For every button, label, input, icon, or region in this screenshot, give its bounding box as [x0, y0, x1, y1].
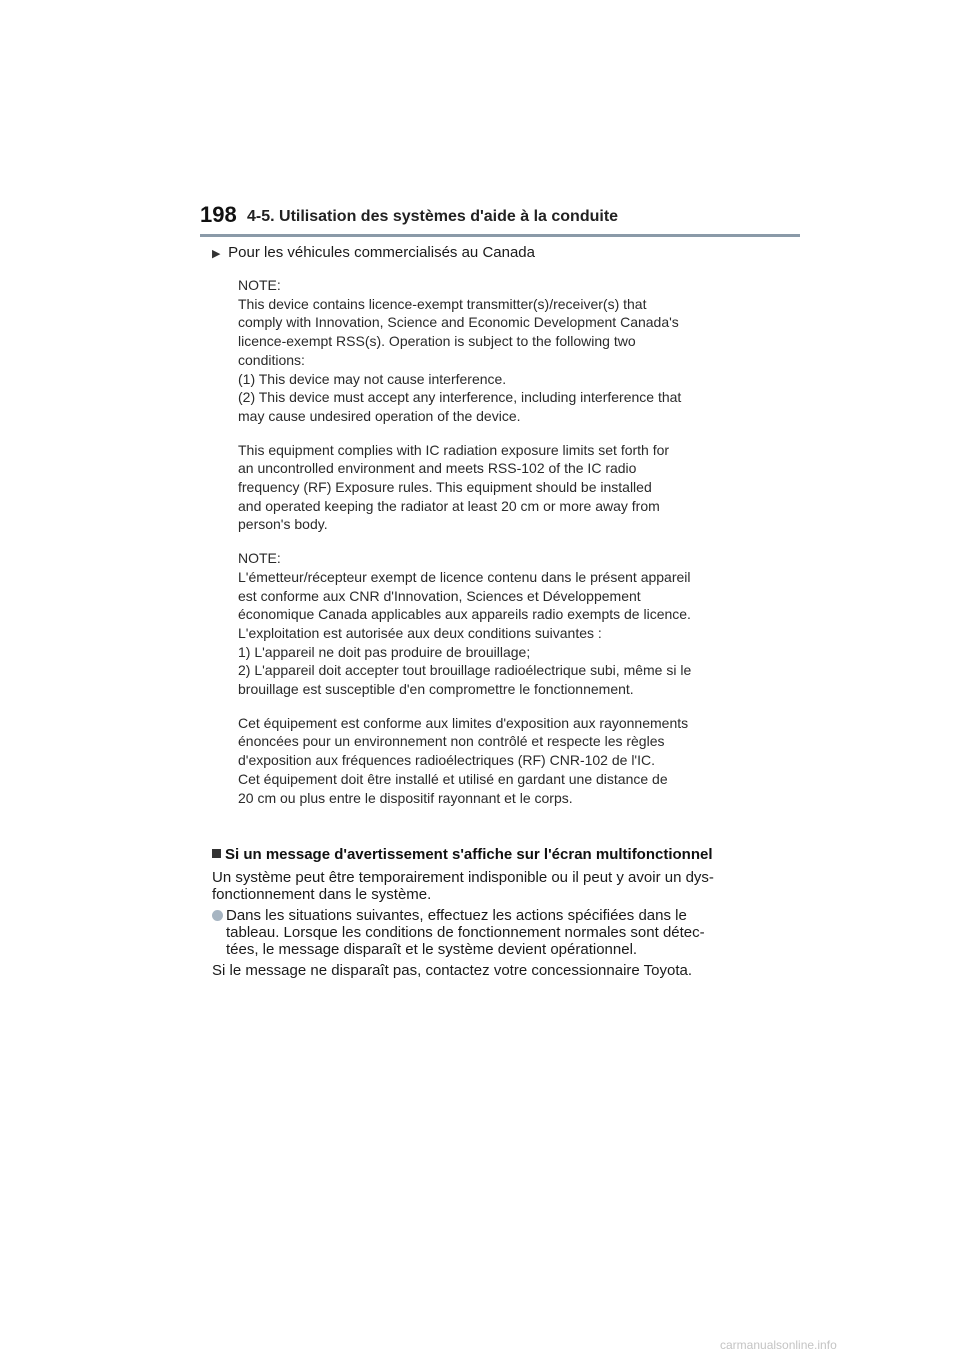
paragraph-line: Un système peut être temporairement indisponible ou il peut y avoir un dys- — [212, 869, 714, 886]
notice-paragraph-fr-exposure — [238, 714, 738, 808]
notice-line: Cet équipement est conforme aux limites d'exposition aux rayonnements — [238, 714, 689, 731]
notice-line: est conforme aux CNR d'Innovation, Sciences et Développement — [238, 587, 641, 604]
notice-line: and operated keeping the radiator at least 20 cm or more away from — [238, 497, 660, 514]
paragraph-line: tées, le message disparaît et le système devient opérationnel. — [226, 941, 638, 958]
notice-line: brouillage est susceptible d'en compromettre le fonctionnement. — [238, 681, 634, 698]
notice-line: This equipment complies with IC radiation exposure limits set forth for — [238, 441, 670, 458]
watermark: carmanualsonline.info — [720, 1338, 837, 1352]
notice-line: 1) L'appareil ne doit pas produire de brouillage; — [238, 643, 531, 660]
region-note-label: Pour les véhicules commercialisés au Canada — [228, 244, 535, 261]
notice-line: NOTE: — [238, 277, 281, 293]
regulatory-notice-image — [238, 276, 738, 822]
notice-line: (1) This device may not cause interference. — [238, 370, 507, 387]
section-title: 4-5. Utilisation des systèmes d'aide à la conduite — [247, 208, 619, 225]
notice-line: 20 cm ou plus entre le dispositif rayonnant et le corps. — [238, 789, 573, 806]
notice-line: licence-exempt RSS(s). Operation is subject to the following two — [238, 333, 636, 350]
notice-line: (2) This device must accept any interference, including interference that — [238, 389, 682, 406]
warning-intro-paragraph — [212, 869, 772, 903]
bullet-text — [226, 907, 772, 958]
notice-paragraph-en-exposure — [238, 441, 738, 535]
notice-line: 2) L'appareil doit accepter tout brouillage radioélectrique subi, même si le — [238, 662, 692, 679]
page-header — [200, 200, 800, 236]
notice-paragraph-en-note — [238, 276, 738, 426]
square-bullet-icon — [212, 849, 221, 858]
page-number: 198 — [200, 202, 237, 227]
warning-section-heading — [212, 846, 713, 863]
region-note — [212, 244, 535, 261]
paragraph-line: tableau. Lorsque les conditions de fonctionnement normales sont détec- — [226, 924, 705, 941]
notice-paragraph-fr-note — [238, 549, 738, 699]
notice-line: L'émetteur/récepteur exempt de licence contenu dans le présent appareil — [238, 568, 691, 585]
notice-line: This device contains licence-exempt transmitter(s)/receiver(s) that — [238, 295, 647, 312]
notice-line: comply with Innovation, Science and Economic Development Canada's — [238, 314, 679, 331]
triangle-marker-icon: ▶ — [212, 248, 221, 260]
circle-bullet-icon — [212, 910, 223, 921]
notice-line: économique Canada applicables aux appareils radio exempts de licence. — [238, 606, 691, 623]
header-divider — [200, 234, 800, 237]
warning-section-heading-text: Si un message d'avertissement s'affiche sur l'écran multifonctionnel — [225, 846, 713, 863]
paragraph-line: fonctionnement dans le système. — [212, 886, 432, 903]
notice-line: NOTE: — [238, 550, 281, 567]
notice-line: may cause undesired operation of the device. — [238, 407, 521, 424]
notice-line: Cet équipement doit être installé et utilisé en gardant une distance de — [238, 770, 668, 787]
notice-line: énoncées pour un environnement non contrôlé et respecte les règles — [238, 733, 665, 750]
notice-line: person's body. — [238, 516, 328, 533]
notice-line: d'exposition aux fréquences radioélectriques (RF) CNR-102 de l'IC. — [238, 752, 655, 769]
notice-line: L'exploitation est autorisée aux deux conditions suivantes : — [238, 624, 602, 641]
closing-paragraph: Si le message ne disparaît pas, contactez votre concessionnaire Toyota. — [212, 962, 692, 979]
notice-line: an uncontrolled environment and meets RSS-102 of the IC radio — [238, 460, 637, 477]
paragraph-line: Dans les situations suivantes, effectuez les actions spécifiées dans le — [226, 907, 687, 924]
notice-line: frequency (RF) Exposure rules. This equipment should be installed — [238, 479, 652, 496]
notice-line: conditions: — [238, 351, 305, 368]
